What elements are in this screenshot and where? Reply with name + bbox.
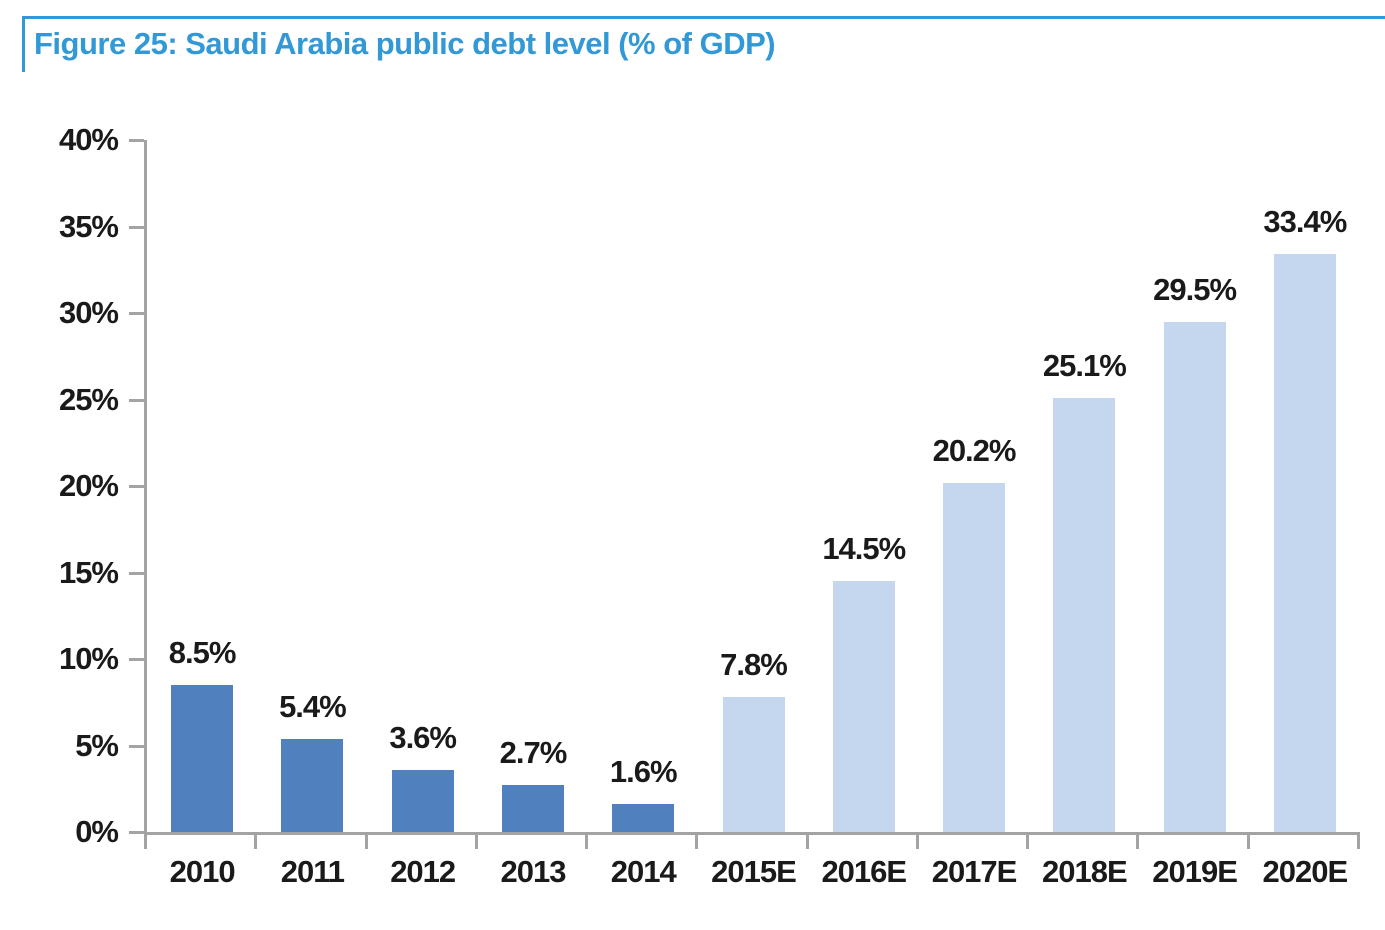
x-axis-category-label-2013: 2013: [500, 854, 566, 889]
y-axis-tick: [129, 485, 144, 488]
y-axis-tick-label: 10%: [58, 641, 118, 676]
y-axis-tick: [129, 572, 144, 575]
x-axis-category-label-2015E: 2015E: [711, 854, 796, 889]
bar-2010: [171, 685, 233, 832]
x-axis-category-label-2016E: 2016E: [821, 854, 907, 889]
bar-value-label-2013: 2.7%: [499, 735, 567, 771]
x-axis-category-label-2017E: 2017E: [931, 854, 1017, 889]
x-axis-tick: [1247, 835, 1250, 849]
bar-2015E: [723, 697, 785, 832]
bar-2014: [612, 804, 674, 832]
bar-value-label-2014: 1.6%: [609, 754, 677, 790]
x-axis-category-label-2010: 2010: [169, 854, 235, 889]
y-axis-tick: [129, 139, 144, 142]
y-axis-tick-label: 40%: [58, 122, 118, 157]
bar-2017E: [943, 483, 1005, 832]
bar-value-label-2015E: 7.8%: [720, 647, 787, 683]
y-axis-tick-label: 5%: [75, 727, 118, 763]
bar-2013: [502, 785, 564, 832]
bar-value-label-2019E: 29.5%: [1153, 271, 1237, 307]
x-axis-tick: [916, 835, 919, 849]
x-axis-tick: [254, 835, 257, 849]
bar-value-label-2011: 5.4%: [279, 688, 346, 724]
bar-2012: [392, 770, 454, 832]
x-axis-tick: [144, 835, 147, 849]
x-axis-category-label-2019E: 2019E: [1152, 854, 1237, 889]
y-axis-tick: [129, 399, 144, 402]
bar-2016E: [833, 581, 895, 832]
x-axis-category-label-2012: 2012: [390, 854, 456, 889]
x-axis-tick: [475, 835, 478, 849]
x-axis-category-label-2020E: 2020E: [1262, 854, 1348, 889]
x-axis-category-label-2014: 2014: [610, 854, 676, 889]
x-axis-line: [144, 832, 1360, 835]
x-axis-tick: [695, 835, 698, 849]
x-axis-tick: [806, 835, 809, 849]
y-axis-tick: [129, 745, 144, 748]
y-axis-tick: [129, 831, 144, 834]
bar-value-label-2017E: 20.2%: [932, 432, 1016, 468]
y-axis-tick-label: 15%: [58, 554, 118, 590]
x-axis-tick: [1357, 835, 1360, 849]
bar-value-label-2010: 8.5%: [168, 634, 236, 670]
bar-2018E: [1053, 398, 1115, 832]
y-axis-line: [144, 140, 147, 832]
bar-value-label-2016E: 14.5%: [822, 531, 906, 567]
x-axis-category-label-2011: 2011: [280, 854, 345, 889]
bar-value-label-2012: 3.6%: [389, 719, 456, 755]
figure-title: Figure 25: Saudi Arabia public debt level (% of GDP): [34, 26, 776, 61]
x-axis-tick: [365, 835, 368, 849]
bar-value-label-2018E: 25.1%: [1042, 347, 1126, 383]
y-axis-tick: [129, 312, 144, 315]
y-axis-tick-label: 0%: [75, 814, 118, 849]
x-axis-category-label-2018E: 2018E: [1041, 854, 1127, 889]
y-axis-tick: [129, 226, 144, 229]
bar-2020E: [1274, 254, 1336, 832]
y-axis-tick-label: 35%: [58, 208, 118, 244]
x-axis-tick: [1026, 835, 1029, 849]
bar-value-label-2020E: 33.4%: [1263, 204, 1347, 240]
x-axis-tick: [585, 835, 588, 849]
bar-2019E: [1164, 322, 1226, 832]
y-axis-tick-label: 25%: [58, 381, 118, 417]
y-axis-tick-label: 30%: [58, 295, 118, 330]
bar-2011: [281, 739, 343, 832]
y-axis-tick-label: 20%: [58, 468, 118, 503]
x-axis-tick: [1136, 835, 1139, 849]
